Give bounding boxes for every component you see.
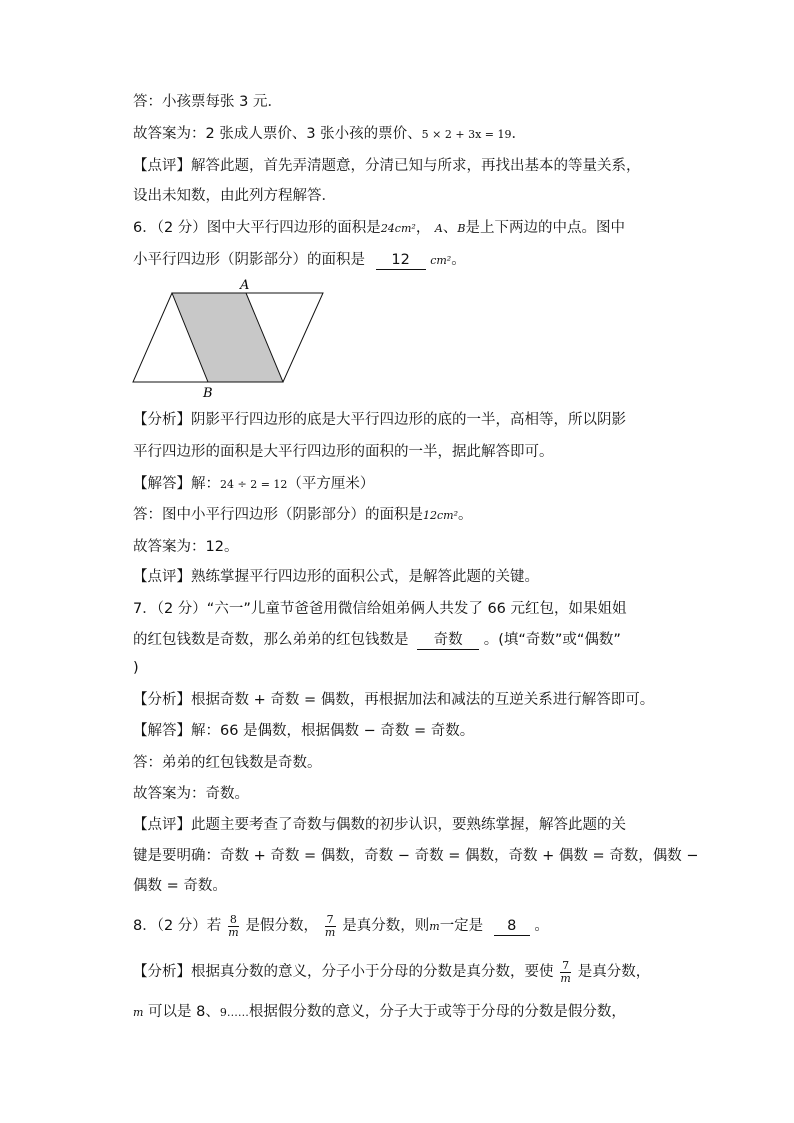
- fraction: $\frac{7}{m}$: [560, 958, 571, 985]
- label-b: B: [203, 386, 213, 401]
- solution-line: 【解答】解：66 是偶数，根据偶数 − 奇数 = 奇数。: [133, 723, 475, 739]
- answer-line: 答：弟弟的红包钱数是奇数。: [133, 755, 322, 771]
- comment-line: 设出未知数，由此列方程解答．: [133, 188, 336, 204]
- answer-blank: 8: [494, 918, 530, 936]
- comment-line: 【点评】熟练掌握平行四边形的面积公式，是解答此题的关键。: [133, 569, 539, 585]
- analysis-line: 【分析】根据真分数的意义，分子小于分母的分数是真分数，要使 $\frac{7}{m}$ 是真分数，: [133, 958, 651, 985]
- answer-blank: 12: [376, 252, 426, 270]
- answer-conclusion: 故答案为：2 张成人票价、3 张小孩的票价、5 × 2 + 3x = 19．: [133, 126, 526, 142]
- comment-line: 键是要明确：奇数 + 奇数 = 偶数，奇数 − 奇数 = 偶数，奇数 + 偶数 = 奇数，偶数 −: [133, 848, 699, 864]
- question-7: 7．（2 分）“六一”儿童节爸爸用微信给姐弟俩人共发了 66 元红包，如果姐姐: [133, 601, 627, 617]
- question-7-cont: ): [133, 660, 139, 676]
- fraction: $\frac{7}{m}$: [324, 912, 336, 939]
- answer-line: 答：图中小平行四边形（阴影部分）的面积是12cm²。: [133, 507, 473, 523]
- answer-blank: 奇数: [417, 632, 479, 650]
- question-6: 6．（2 分）图中大平行四边形的面积是24cm²， A、B是上下两边的中点。图中: [133, 220, 625, 236]
- fraction: $\frac{8}{m}$: [228, 912, 239, 939]
- shaded-parallelogram: [172, 293, 283, 382]
- question-6-cont: 小平行四边形（阴影部分）的面积是 12 cm²。: [133, 252, 466, 268]
- solution-line: 【解答】解：24 ÷ 2 = 12（平方厘米）: [133, 476, 375, 492]
- comment-line: 【点评】此题主要考查了奇数与偶数的初步认识，要熟练掌握，解答此题的关: [133, 817, 626, 833]
- answer-conclusion: 故答案为：12。: [133, 539, 239, 555]
- label-a: A: [240, 278, 250, 293]
- answer-line: 答：小孩票每张 3 元．: [133, 94, 282, 110]
- comment-line: 【点评】解答此题，首先弄清题意，分清已知与所求，再找出基本的等量关系，: [133, 158, 641, 174]
- analysis-line: 【分析】根据奇数 + 奇数 = 偶数，再根据加法和减法的互逆关系进行解答即可。: [133, 692, 655, 708]
- question-7-cont: 的红包钱数是奇数，那么弟弟的红包钱数是 奇数 。(填“奇数”或“偶数”: [133, 632, 621, 648]
- analysis-line: m 可以是 8、9……根据假分数的意义，分子大于或等于分母的分数是假分数，: [133, 1004, 626, 1020]
- analysis-line: 平行四边形的面积是大平行四边形的面积的一半，据此解答即可。: [133, 444, 554, 460]
- analysis-line: 【分析】阴影平行四边形的底是大平行四边形的底的一半，高相等，所以阴影: [133, 412, 626, 428]
- answer-conclusion: 故答案为：奇数。: [133, 786, 249, 802]
- question-8: 8．（2 分）若 $\frac{8}{m}$ 是假分数， $\frac{7}{m}$ 是真分数，则m一定是 8 。: [133, 912, 549, 939]
- comment-line: 偶数 = 奇数。: [133, 878, 227, 894]
- parallelogram-figure: [128, 277, 338, 402]
